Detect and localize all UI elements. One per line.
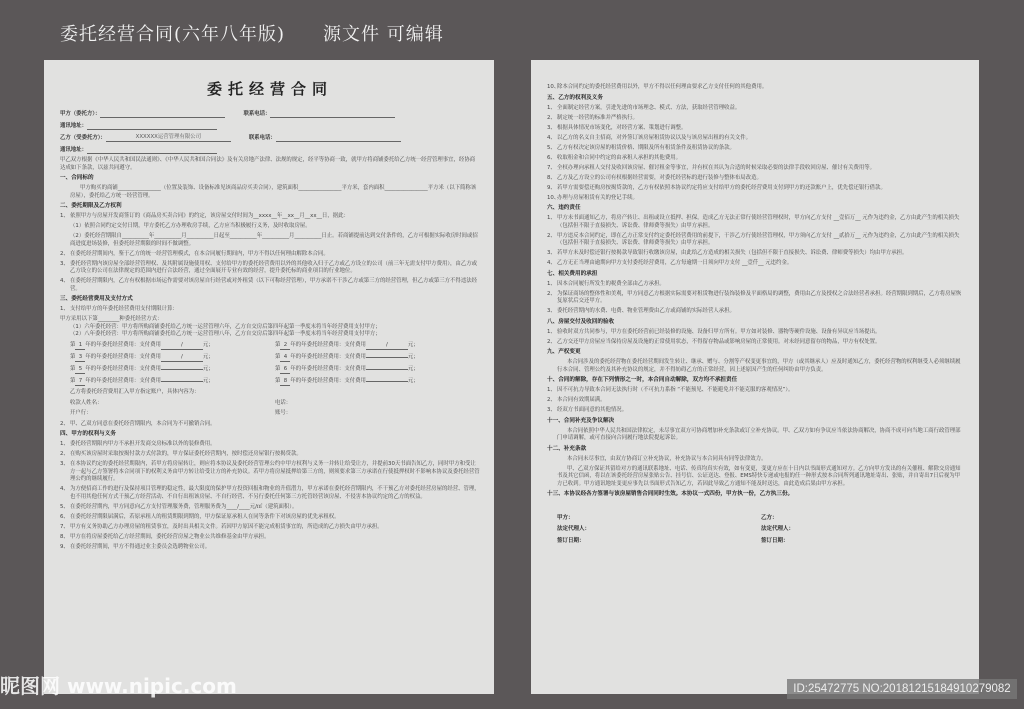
payment-option: （1）六年委托经营：甲方将所购商铺委托给乙方统一运营管理六年，乙方自交房后第四年起第一季度末将当年经营费用支付甲方； [70,323,381,330]
sections-part-1 [60,175,480,314]
item-number: 2、 [60,451,69,457]
fee-line [275,342,480,351]
fee-unit: 元； [202,353,214,360]
fee-label: 年的年委托经营费用：支付费用 [290,365,366,372]
fee-grid [60,342,480,387]
sub-item: （2）委托经营期限自__________年__________月__________日起至__________年__________月__________日止。若商铺提前达到交付条件的，乙方可根据实际收房时间或招商进度进场装修，但委托经营期限的时间不做调整。 [70,233,478,247]
item-number: 3、 [60,260,69,267]
item-number: 1、 [547,215,556,221]
item-row [547,329,965,337]
section-heading: 二、委托期限及乙方权利 [60,203,122,209]
item-text: 为方便招商工作的进行及保持项目管理的稳定性，最大限度的保护甲方投资回报和物业的升值潜力，甲方承诺在委托经营期限内，不干预乙方对委托经营房屋的经营、管理，也不用其他任何方式干预乙方经营活动、不自行出租该房屋、不自行经营、不另行委托任何第三方托管经营该房屋、不侵害本协议约定的乙方的权益。 [70,486,480,500]
item-row [60,306,480,314]
payment-block [60,316,480,428]
list-item [60,251,480,259]
item-number: 1、 [547,328,556,335]
item-text: 甲方在将房屋委托给乙方经营期间，委托经营房屋之物业公共维修基金由甲方承担。 [70,533,270,540]
fee-label: 年的年委托经营费用：支付费用 [85,377,161,384]
fee-unit: 元； [202,341,214,348]
item-text: 依照甲方与房屋开发商签订的《商品房买卖合同》的约定，该房屋交付时间为__xxxx__年__xx__月__xx__日，据此： [70,213,349,219]
item-row [60,524,480,532]
item-row [547,387,965,395]
fee-year: 1 [75,342,85,351]
item-row [60,534,480,542]
item-text: 在委托经营期限届满后，若原承租人的租赁期限到期的，甲方保证原承租人在同等条件下对该房屋的优先承租权。 [70,513,340,520]
item-row [547,291,965,306]
list-item [60,421,480,429]
list-item [60,278,480,293]
list-item [547,250,965,258]
item-number: 2、 [547,338,556,345]
item-number: 9、 [60,543,69,550]
list-item [60,544,480,552]
sections-part-3 [547,84,965,499]
list-item [60,213,480,248]
account-field-label: 账号： [275,410,292,416]
party-row [60,106,480,118]
item-text: 甲方违反本合同约定，即在乙方正常支付约定委托经营费用的前提下，干涉乙方行使经营管理权，甲方须向乙方支付 __贰拾万__ 元作为违约金，乙方由此产生的相关损失（包括但不限于直接损失、诉讼费、律师费等损失）由甲方承担。 [557,232,960,246]
fee-year: 8 [280,378,290,387]
sub-item: （1）依照合同约定交付日期，甲方委托乙方办理收房手续，乙方应当积极履行义务，及时收取房屋。 [70,223,311,229]
list-item [547,125,965,133]
item-text: 办理与房屋租赁有关的登记手续。 [557,194,638,201]
item-text: 乙方无正当理由逾期向甲方支付委托经营费用，乙方每逾期一日须向甲方支付 __壹仟__ 元违约金。 [557,260,793,266]
list-item [547,308,965,316]
item-row [547,84,965,92]
item-text: 因不可抗力导致本合同无法执行时（不可抗力系指 “不能预见、不能避免并不能克服的客观情况”）。 [557,387,794,393]
fee-year: 2 [280,342,290,351]
section-heading: 四、甲方的权利与义务 [60,431,116,437]
item-number: 7、 [547,164,556,171]
phone-field [276,134,401,143]
list-item [547,175,965,183]
section-heading: 十二、补充条款 [547,445,587,452]
fee-label: 年的年委托经营费用：支付费用 [85,341,161,348]
fee-year: 6 [280,366,290,375]
item-number: 4、 [60,278,69,284]
section-paragraph: 甲方购买的商铺________________（位置及装饰、设备标准见该商品房买卖合同），建筑面积________________平方米，套内面积________________平方米（以下简称该房屋），委托给乙方统一经营管理。 [70,185,477,199]
item-text: 甲方有义务协助乙方办理房屋的租赁事宜，及时出具相关文件。若因甲方原因不能完成租赁事宜的，所造成的乙方损失由甲方承担。 [70,523,383,530]
item-row [60,504,480,512]
item-number: 9、 [547,184,556,191]
party-row [60,130,480,142]
section-paragraph: 本合同未尽事宜，由双方协商订立补充协议，补充协议与本合同具有同等法律效力。 [567,455,767,462]
fee-unit: 元； [407,341,419,348]
item-number: 2、 [547,232,556,239]
party-label: 甲方（委托方）： [60,110,101,117]
item-text: 若甲方需要偿还购房按揭贷款的，乙方有权依照本协议约定将应支付给甲方的委托经营费用支付到甲方的还款账户上，优先偿还银行借款。 [557,184,886,191]
item-text: 在购买该房屋时采取按揭付款方式付款的，甲方保证委托经营期内，按时偿还房屋银行按揭贷款。 [70,451,302,457]
section-paragraph: 甲、乙双方保证其留给对方的通讯联系地址、电话、传真均真实有效，如有变更，变更方应在十日内以书面形式通知对方。乙方向甲方发出的有关催租、解除交房通知书及其它信函，将以在该委托经营房屋张贴公告、挂号信、公证送达、登报、EMS特快专递或电报的任一种形式按本合同所列通讯地址寄出、张贴，并自寄出7日后视为甲方已收到。甲方通讯地址变更应事先以书面形式告知乙方，若因此导致乙方通知不能及时送达，由此造成后果由甲方承担。 [557,465,961,487]
list-item [60,504,480,512]
list-item [547,185,965,193]
item-row [547,250,965,258]
item-number: 3、 [547,124,556,131]
fee-value: / [161,342,203,351]
item-number: 10、 [547,194,560,201]
fee-value: / [366,342,408,351]
section-heading: 六、违约责任 [547,205,581,211]
item-number: 3、 [547,407,556,413]
fee-line [275,354,480,363]
item-text: 在委托经营期内，甲方同意向乙方支付管理服务费，管理服务费为____/____元/㎡（建筑面积）。 [70,503,298,510]
list-item [547,215,965,230]
signature-label: 乙方： [761,514,778,521]
watermark-id: ID:25472775 NO:20181215184910279082 [787,679,1017,699]
item-text: 因本合同履行所发生的税费全部由乙方承担。 [557,280,665,287]
signature-label: 签订日期： [761,537,789,544]
item-row [547,281,965,289]
item-number: 2、 [60,250,69,257]
item-number: 2、 [547,397,556,403]
item-row [547,135,965,143]
item-row [60,441,480,449]
item-row [547,175,965,183]
item-row [60,421,480,429]
fee-unit: 元； [407,377,419,384]
section-paragraph: 本合同涉及的委托经营物在委托经营期间发生转让、继承、赠与、分割等产权变更事宜的，甲方（或其继承人）应及时通知乙方，委托经营物的权利继受人必须继续履行本合同、管理公约及其补充协议的规定，并不得妨碍乙方的正常经营，因上述原因产生的任何纠纷由甲方负责。 [557,359,961,373]
item-text: 乙方有权决定该房屋的租赁价格、期限及所有租赁条件及租赁协议的条款。 [557,144,735,151]
section-heading: 八、房屋交付及收回的验收 [547,318,615,325]
sections-part-2 [60,431,480,551]
account-field-label: 收款人姓名： [70,399,103,406]
item-text: 经双方书面同意的其他情况。 [557,407,628,413]
fee-line [70,354,275,363]
account-field-label: 电话： [275,399,292,406]
item-number: 1、 [60,441,69,447]
item-row [60,213,480,221]
item-text: 甲、乙双方同意在委托经营期限内，本合同为不可撤销合同。 [70,420,216,427]
list-item [547,260,965,268]
fee-year: 5 [75,366,85,375]
fee-label: 年的年委托经营费用：支付费用 [85,365,161,372]
fee-value: / [161,354,203,363]
fee-label: 年的年委托经营费用：支付费用 [85,353,161,360]
list-item [60,441,480,449]
item-text: 在委托经营期间内，鉴于乙方的统一经营管理模式，在本合同履行期间内，甲方不得以任何理由解除本合同。 [70,250,329,257]
payment-option: （2）八年委托经营：甲方将所购商铺委托给乙方统一运营管理八年，乙方自交房后第四年起第一季度末将当年经营费用支付甲方； [70,331,381,337]
fee-prefix: 第 [70,353,76,360]
item-text: 根据具体情况市场变化，对经营方案、策划进行调整。 [557,124,687,131]
list-item [60,524,480,532]
list-item [547,407,965,415]
signature-label: 法定代理人： [761,526,795,532]
list-item [547,165,965,173]
item-text: 乙方交还甲方房屋应当保持房屋及设施的正常使用状态，不得留存物品或影响房屋的正常使用。对未经同意留存的物品，甲方有权处置。 [557,338,881,345]
item-number: 3、 [547,308,556,314]
signature-block [547,515,965,546]
list-item [547,135,965,143]
item-text: 支付给甲方的年委托经营费用支付期限计算： [70,306,178,312]
contract-page-2 [531,60,979,694]
phone-label: 联系电话： [243,110,271,117]
section-heading: 三、委托经营费用及支付方式 [60,296,133,302]
item-text: 在委托经营期间，甲方不得通过业主委员会选聘物业公司。 [70,543,211,550]
phone-label: 联系电话： [248,134,276,141]
item-text: 乙方及乙方设立的公司有权根据经营需要，对委托经营标的进行装修与整体布局改造。 [557,174,762,181]
fee-value [366,369,408,370]
item-number: 1、 [547,104,556,111]
item-text: 委托经营期限内甲方不承担开发商交房标准以外的装修费用。 [70,441,216,447]
item-row [60,451,480,459]
item-text: 制定统一经营的标准并严格执行。 [557,114,638,121]
parties-block [60,106,480,154]
item-row [60,278,480,293]
fee-value [366,357,408,358]
fee-prefix: 第 [70,341,76,348]
list-item [547,195,965,203]
item-row [547,397,965,405]
list-item [60,451,480,459]
signature-label: 甲方： [557,514,574,521]
item-number: 1、 [547,280,556,287]
item-number: 3、 [547,250,556,256]
item-text: 以乙方的名义自主招商，对外签订该房屋租赁协议以及与该房屋出租的有关文件。 [557,134,752,141]
list-item [547,145,965,153]
signature-label: 法定代理人： [557,526,591,532]
phone-field [270,110,395,119]
section-heading: 十一、合同补充及争议解决 [547,417,615,424]
item-number: 5、 [547,144,556,151]
fee-label: 年的年委托经营费用：支付费用 [290,353,366,360]
list-item [60,461,480,484]
fee-value [161,369,203,370]
item-row [547,308,965,316]
item-row [547,105,965,113]
item-text: 收取租金和合同中约定的由承租人承担的其他费用。 [557,154,681,161]
item-number: 7、 [60,523,69,530]
item-row [547,215,965,230]
fee-value [161,381,203,382]
signature-label: 签订日期： [557,537,585,544]
fee-year: 7 [75,378,85,387]
item-row [547,125,965,133]
item-row [60,514,480,522]
item-row [547,339,965,347]
item-row [547,407,965,415]
item-number: 8、 [547,174,556,181]
party-label: 通讯地址： [60,146,87,153]
item-number: 1、 [60,306,69,312]
item-number: 2、 [547,290,556,297]
party-field: XXXXXX运营管理有限公司 [106,134,231,143]
list-item [547,233,965,248]
item-row [547,195,965,203]
section-heading: 一、合同标的 [60,175,94,181]
item-number: 10、 [547,84,560,90]
fee-unit: 元； [202,365,214,372]
list-item [547,115,965,123]
item-text: 为保证商场的整体性和美观，甲方同意乙方根据实际需要对租赁物进行装饰装修及平面格局的调整，费用由乙方及授权之合法经营者承担。经营期限到期后，乙方将房屋恢复原状后交还甲方。 [557,290,962,304]
item-text: 除本合同约定的委托经营费用以外，甲方不得以任何理由要求乙方支付任何的其他费用。 [557,84,768,90]
fee-line [70,378,275,387]
item-number: 1、 [547,387,556,393]
item-text: 在委托经营期限内，乙方有权根据市场运作需要对该房屋自行经营或对外租赁（以下可称经营管理），甲方承诺不干涉乙方或第三方的经营管理，但乙方或第三方不得违法经营。 [70,278,477,292]
fee-prefix: 第 [275,341,281,348]
fee-year: 3 [75,354,85,363]
item-row [547,185,965,193]
fee-line [70,342,275,351]
fee-prefix: 第 [275,365,281,372]
item-row [547,145,965,153]
item-number: 4、 [547,134,556,141]
list-item [60,261,480,276]
fee-label: 年的年委托经营费用：支付费用 [290,377,366,384]
section-heading: 十三、本协议经各方签署与该房屋销售合同同时生效。本协议一式四份，甲方执一份，乙方执三份。 [547,491,794,497]
item-text: 本合同有效期届满。 [557,397,606,403]
account-intro: 乙方将委托经营费用汇入甲方指定账户，具体内容为： [70,389,200,395]
list-item [547,281,965,289]
list-item [547,387,965,395]
item-text: 全面制定经营方案，引进先进的市场理念、模式、方法，获取经营管理收益。 [557,104,741,111]
item-text: 委托经营期内的水费、电费、物业管理费由乙方或商铺的实际经营人承担。 [557,308,735,314]
list-item [60,306,480,314]
fee-prefix: 第 [70,377,76,384]
party-field [87,122,217,131]
list-item [547,291,965,306]
list-item [547,397,965,405]
fee-label: 年的年委托经营费用：支付费用 [290,341,366,348]
item-number: 3、 [60,461,69,467]
fee-prefix: 第 [275,377,281,384]
item-number: 1、 [60,213,69,219]
list-item [547,84,965,92]
item-row [60,486,480,501]
item-row [547,260,965,268]
section-heading: 九、产权变更 [547,349,581,355]
party-row [60,142,480,154]
list-item [547,155,965,163]
fee-year: 4 [280,354,290,363]
fee-unit: 元； [202,377,214,384]
list-item [60,486,480,501]
party-row [60,118,480,130]
item-number: 8、 [60,533,69,540]
item-row [60,544,480,552]
list-item [547,105,965,113]
fee-prefix: 第 [275,353,281,360]
item-row [547,155,965,163]
fee-line [70,366,275,375]
fee-line [275,366,480,375]
item-row [60,261,480,276]
fee-unit: 元； [407,353,419,360]
contract-title: 委托经营合同 [206,80,333,98]
fee-value [366,381,408,382]
item-text: 在本协议约定的委托经营期限内，若甲方将房屋转让，则应将本协议及委托经营管理公约中甲方权利与义务一并转让给受让方，并提前30天书面告知乙方，同时甲方和受让方一起与乙方签署将本合同项下的权利义务由甲方转让给受让方的补充协议。若甲方将房屋抵押给第三方的，则须要求第三方承诺在行使抵押权时不影响本协议及委托经营管理公约的继续履行。 [70,461,480,482]
item-row [60,461,480,484]
party-label: 乙方（受委托方）： [60,134,106,141]
item-text: 验收时双方共同参与，甲方在委托经营前已经装修的设施、设备归甲方所有。甲方如对装修、器物等硬件设施、设备有异议应当场提出。 [557,328,881,335]
section-heading: 七、相关费用的承担 [547,270,598,277]
party-label: 通讯地址： [60,122,87,129]
list-item [547,339,965,347]
account-grid [60,400,480,418]
account-field-label: 开户行： [70,410,92,416]
party-field [87,146,217,155]
party-field [100,110,225,119]
item-text: 委托经营期内该房屋全部经营管理权、及其附属设施使用权、支付给甲方的委托经营费用以外的其他收入归于乙方或乙方设立的公司（前三年无需支付甲方费用），由乙方或乙方设立的公司在法律规定的范围内进行合法经营，通过全面展开专业有效的经营，提升委托标的商业项目的行业地位。 [70,260,477,274]
intro-paragraph: 甲乙双方根据《中华人民共和国民法通则》、《中华人民共和国合同法》及有关房地产法律、法规的规定，经平等协商一致，就甲方将商铺委托给乙方统一经营管理事宜，经协商达成如下条款，以兹共同遵守。 [60,157,476,171]
section-heading: 十、合同的解除，存在下列情形之一时，本合同自动解除，双方均不承担责任 [547,377,738,383]
section-paragraph: 本合同依照中华人民共和国法律拟定，未尽事宜双方可协商增加补充条款或订立补充协议。甲、乙双方如有争议应当依法协商解决，协商不成可向当地工商行政管理部门申请调解，或可直接向合同履行地法院提起诉讼。 [557,427,961,441]
document-banner-title: 委托经营合同(六年八年版) 源文件 可编辑 [60,24,444,45]
watermark-site: 昵图网 www.nipic.com [0,674,237,698]
item-number: 6、 [547,154,556,161]
item-number: 5、 [60,503,69,510]
fee-unit: 元； [407,365,419,372]
fee-line [275,378,480,387]
item-number: 4、 [60,486,69,492]
item-row [60,251,480,259]
list-item [60,534,480,542]
item-number: 2、 [60,420,69,427]
item-text: 甲方未书面通知乙方，将房产转让、出租或设立抵押、担保，造成乙方无法正常行使经营管理权时，甲方向乙方支付 __壹佰万__ 元作为违约金，乙方由此产生的相关损失（包括但不限于直接损失、诉讼费、律师费等损失）由甲方承担。 [557,215,960,229]
item-row [547,115,965,123]
item-number: 4、 [547,260,556,266]
section-heading: 五、乙方的权利及义务 [547,94,603,101]
item-text: 若甲方未及时偿还银行按揭款导致银行收缴该房屋，由此给乙方造成的相关损失（包括但不限于直接损失、诉讼费、律师费等损失）均由甲方承担。 [557,250,908,256]
list-item [60,514,480,522]
list-item [547,329,965,337]
item-text: 全权办理向承租人交付及收回该房屋、催讨租金等事宜，并有权在其认为合适的时候采取必要的法律手段收回房屋、催讨有关费用等。 [557,164,876,171]
contract-page-1 [44,60,494,694]
fee-prefix: 第 [70,365,76,372]
item-row [547,165,965,173]
item-number: 2、 [547,114,556,121]
choice-line: 甲方采用以下第________种委托经营方式： [60,316,163,322]
item-row [547,233,965,248]
item-number: 6、 [60,513,69,520]
